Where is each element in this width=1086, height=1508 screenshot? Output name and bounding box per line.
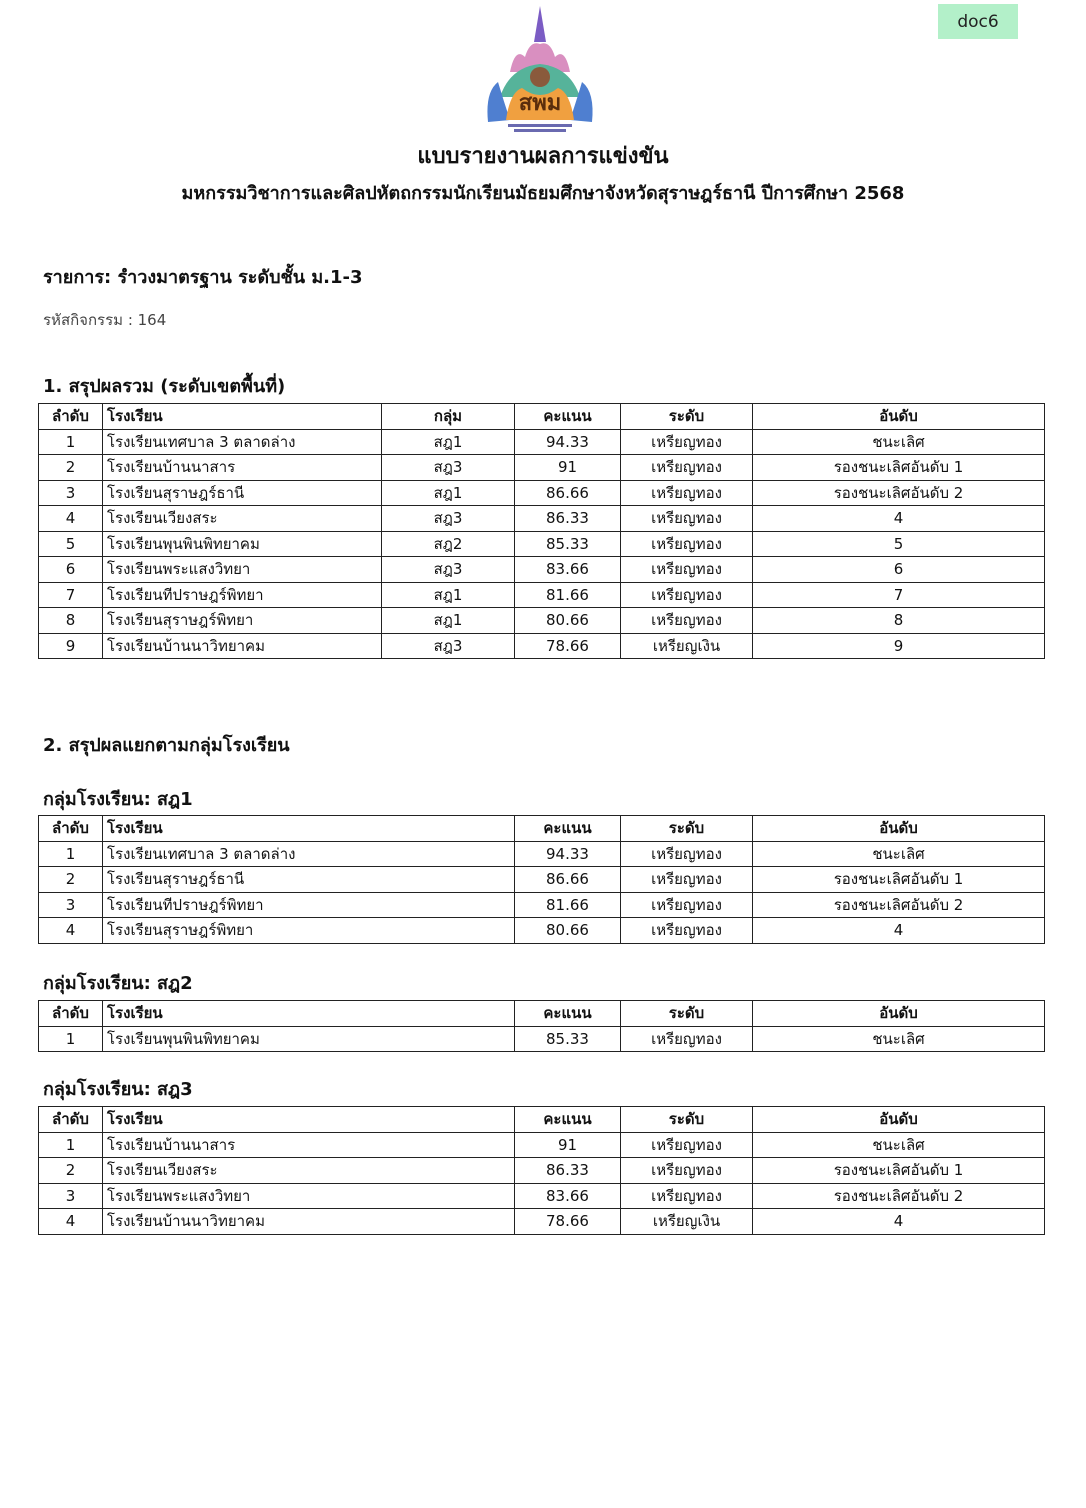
cell-score: 78.66	[515, 1209, 621, 1235]
cell-level: เหรียญทอง	[621, 608, 753, 634]
cell-order: 4	[39, 918, 103, 944]
cell-school: โรงเรียนเวียงสระ	[103, 506, 382, 532]
group-title-3: กลุ่มโรงเรียน: สฎ3	[43, 1079, 193, 1100]
table-row	[39, 455, 1045, 481]
col-header-score: คะแนน	[515, 1107, 621, 1133]
cell-school: โรงเรียนเทศบาล 3 ตลาดล่าง	[103, 429, 382, 455]
cell-school: โรงเรียนพุนพินพิทยาคม	[103, 531, 382, 557]
cell-order: 5	[39, 531, 103, 557]
cell-school: โรงเรียนบ้านนาวิทยาคม	[103, 633, 382, 659]
cell-level: เหรียญทอง	[621, 918, 753, 944]
table-row	[39, 633, 1045, 659]
cell-rank: ชนะเลิศ	[753, 1132, 1045, 1158]
cell-level: เหรียญทอง	[621, 531, 753, 557]
cell-level: เหรียญทอง	[621, 841, 753, 867]
cell-school: โรงเรียนบ้านนาสาร	[103, 1132, 515, 1158]
cell-order: 2	[39, 1158, 103, 1184]
col-header-school: โรงเรียน	[103, 816, 515, 842]
group-table-3	[38, 1106, 1045, 1235]
cell-score: 80.66	[515, 918, 621, 944]
group-title-1: กลุ่มโรงเรียน: สฎ1	[43, 789, 193, 810]
cell-rank: 6	[753, 557, 1045, 583]
logo-emblem	[470, 2, 610, 136]
cell-level: เหรียญเงิน	[621, 1209, 753, 1235]
cell-rank: 5	[753, 531, 1045, 557]
cell-rank: รองชนะเลิศอันดับ 2	[753, 892, 1045, 918]
cell-rank: 4	[753, 506, 1045, 532]
cell-order: 1	[39, 1026, 103, 1052]
table-row	[39, 892, 1045, 918]
cell-score: 83.66	[515, 557, 621, 583]
table-row	[39, 1158, 1045, 1184]
cell-group: สฎ3	[382, 557, 515, 583]
cell-score: 94.33	[515, 429, 621, 455]
cell-score: 81.66	[515, 582, 621, 608]
table-header-row	[39, 404, 1045, 430]
section2-heading: 2. สรุปผลแยกตามกลุ่มโรงเรียน	[43, 735, 290, 756]
cell-score: 78.66	[515, 633, 621, 659]
cell-score: 86.66	[515, 867, 621, 893]
table-row	[39, 557, 1045, 583]
cell-group: สฎ1	[382, 429, 515, 455]
cell-rank: 4	[753, 1209, 1045, 1235]
cell-order: 3	[39, 1183, 103, 1209]
group-table-1	[38, 815, 1045, 944]
cell-level: เหรียญทอง	[621, 582, 753, 608]
competition-item: รายการ: รำวงมาตรฐาน ระดับชั้น ม.1-3	[43, 267, 363, 288]
table-header-row	[39, 816, 1045, 842]
cell-score: 86.33	[515, 1158, 621, 1184]
section1-heading: 1. สรุปผลรวม (ระดับเขตพื้นที่)	[43, 376, 286, 397]
cell-order: 3	[39, 892, 103, 918]
cell-score: 80.66	[515, 608, 621, 634]
cell-group: สฎ3	[382, 506, 515, 532]
cell-score: 85.33	[515, 531, 621, 557]
logo-text: สพม	[518, 91, 562, 116]
cell-score: 94.33	[515, 841, 621, 867]
cell-rank: ชนะเลิศ	[753, 841, 1045, 867]
page-subtitle: มหกรรมวิชาการและศิลปหัตถกรรมนักเรียนมัธยมศึกษาจังหวัดสุราษฎร์ธานี ปีการศึกษา 2568	[181, 183, 905, 204]
group-title-2: กลุ่มโรงเรียน: สฎ2	[43, 973, 193, 994]
cell-group: สฎ3	[382, 633, 515, 659]
overall-results-table	[38, 403, 1045, 659]
col-header-level: ระดับ	[621, 1001, 753, 1027]
page-title: แบบรายงานผลการแข่งขัน	[417, 144, 669, 169]
table-row	[39, 1132, 1045, 1158]
col-header-school: โรงเรียน	[103, 404, 382, 430]
cell-score: 83.66	[515, 1183, 621, 1209]
cell-level: เหรียญทอง	[621, 557, 753, 583]
col-header-level: ระดับ	[621, 404, 753, 430]
table-row	[39, 531, 1045, 557]
table-row	[39, 429, 1045, 455]
cell-rank: รองชนะเลิศอันดับ 2	[753, 1183, 1045, 1209]
cell-score: 81.66	[515, 892, 621, 918]
cell-rank: รองชนะเลิศอันดับ 1	[753, 1158, 1045, 1184]
group-table-2	[38, 1000, 1045, 1052]
col-header-score: คะแนน	[515, 404, 621, 430]
cell-level: เหรียญทอง	[621, 1158, 753, 1184]
col-header-school: โรงเรียน	[103, 1001, 515, 1027]
cell-score: 86.33	[515, 506, 621, 532]
cell-order: 1	[39, 429, 103, 455]
cell-order: 9	[39, 633, 103, 659]
cell-rank: ชนะเลิศ	[753, 429, 1045, 455]
cell-rank: 8	[753, 608, 1045, 634]
cell-level: เหรียญทอง	[621, 429, 753, 455]
cell-group: สฎ3	[382, 455, 515, 481]
table-row	[39, 867, 1045, 893]
cell-rank: 4	[753, 918, 1045, 944]
cell-order: 7	[39, 582, 103, 608]
table-row	[39, 1209, 1045, 1235]
cell-level: เหรียญทอง	[621, 506, 753, 532]
cell-level: เหรียญทอง	[621, 480, 753, 506]
col-header-rank: อันดับ	[753, 816, 1045, 842]
cell-level: เหรียญทอง	[621, 1026, 753, 1052]
cell-school: โรงเรียนทีปราษฎร์พิทยา	[103, 892, 515, 918]
col-header-school: โรงเรียน	[103, 1107, 515, 1133]
col-header-score: คะแนน	[515, 816, 621, 842]
cell-rank: 9	[753, 633, 1045, 659]
cell-order: 8	[39, 608, 103, 634]
col-header-order: ลำดับ	[39, 1107, 103, 1133]
cell-order: 4	[39, 1209, 103, 1235]
cell-school: โรงเรียนสุราษฎร์พิทยา	[103, 608, 382, 634]
cell-level: เหรียญเงิน	[621, 633, 753, 659]
cell-rank: รองชนะเลิศอันดับ 2	[753, 480, 1045, 506]
cell-level: เหรียญทอง	[621, 867, 753, 893]
col-header-rank: อันดับ	[753, 1107, 1045, 1133]
col-header-level: ระดับ	[621, 816, 753, 842]
cell-rank: รองชนะเลิศอันดับ 1	[753, 455, 1045, 481]
col-header-rank: อันดับ	[753, 404, 1045, 430]
table-row	[39, 608, 1045, 634]
cell-level: เหรียญทอง	[621, 455, 753, 481]
cell-order: 3	[39, 480, 103, 506]
col-header-rank: อันดับ	[753, 1001, 1045, 1027]
table-header-row	[39, 1107, 1045, 1133]
cell-order: 6	[39, 557, 103, 583]
cell-school: โรงเรียนสุราษฎร์ธานี	[103, 867, 515, 893]
cell-group: สฎ1	[382, 582, 515, 608]
cell-score: 91	[515, 455, 621, 481]
table-header-row	[39, 1001, 1045, 1027]
col-header-order: ลำดับ	[39, 1001, 103, 1027]
cell-school: โรงเรียนบ้านนาสาร	[103, 455, 382, 481]
doc-id-badge: doc6	[938, 4, 1018, 39]
cell-group: สฎ1	[382, 480, 515, 506]
table-row	[39, 506, 1045, 532]
cell-level: เหรียญทอง	[621, 1132, 753, 1158]
cell-rank: รองชนะเลิศอันดับ 1	[753, 867, 1045, 893]
cell-school: โรงเรียนพุนพินพิทยาคม	[103, 1026, 515, 1052]
cell-school: โรงเรียนเวียงสระ	[103, 1158, 515, 1184]
cell-level: เหรียญทอง	[621, 892, 753, 918]
cell-school: โรงเรียนพระแสงวิทยา	[103, 557, 382, 583]
cell-order: 2	[39, 455, 103, 481]
cell-order: 2	[39, 867, 103, 893]
cell-order: 1	[39, 841, 103, 867]
cell-score: 86.66	[515, 480, 621, 506]
col-header-score: คะแนน	[515, 1001, 621, 1027]
table-row	[39, 582, 1045, 608]
cell-order: 4	[39, 506, 103, 532]
cell-group: สฎ2	[382, 531, 515, 557]
cell-rank: ชนะเลิศ	[753, 1026, 1045, 1052]
table-row	[39, 1026, 1045, 1052]
cell-order: 1	[39, 1132, 103, 1158]
col-header-group: กลุ่ม	[382, 404, 515, 430]
cell-school: โรงเรียนพระแสงวิทยา	[103, 1183, 515, 1209]
cell-score: 91	[515, 1132, 621, 1158]
cell-school: โรงเรียนเทศบาล 3 ตลาดล่าง	[103, 841, 515, 867]
cell-school: โรงเรียนสุราษฎร์พิทยา	[103, 918, 515, 944]
col-header-order: ลำดับ	[39, 816, 103, 842]
cell-score: 85.33	[515, 1026, 621, 1052]
col-header-level: ระดับ	[621, 1107, 753, 1133]
table-row	[39, 918, 1045, 944]
activity-code: รหัสกิจกรรม : 164	[43, 311, 167, 329]
cell-school: โรงเรียนบ้านนาวิทยาคม	[103, 1209, 515, 1235]
table-row	[39, 1183, 1045, 1209]
col-header-order: ลำดับ	[39, 404, 103, 430]
cell-school: โรงเรียนสุราษฎร์ธานี	[103, 480, 382, 506]
cell-school: โรงเรียนทีปราษฎร์พิทยา	[103, 582, 382, 608]
table-row	[39, 841, 1045, 867]
table-row	[39, 480, 1045, 506]
cell-group: สฎ1	[382, 608, 515, 634]
cell-rank: 7	[753, 582, 1045, 608]
cell-level: เหรียญทอง	[621, 1183, 753, 1209]
